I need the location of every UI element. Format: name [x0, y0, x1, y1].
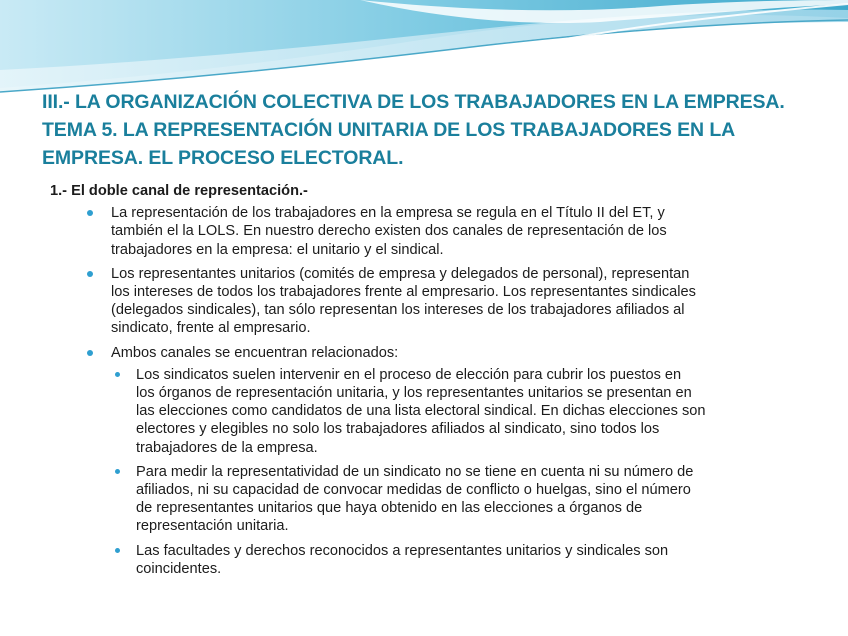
bullet-text-line: los intereses de todos los trabajadores frente al empresario. Los representantes sindicales: [111, 284, 696, 301]
slide-title: [42, 88, 822, 172]
sub-bullet-text-line: representación unitaria.: [136, 518, 289, 535]
bullet-dot-icon: [87, 271, 93, 277]
bullet-text-line: La representación de los trabajadores en la empresa se regula en el Título II del ET, y: [111, 205, 665, 222]
sub-bullet-text-line: Los sindicatos suelen intervenir en el proceso de elección para cubrir los puestos en: [136, 366, 682, 383]
sub-bullet-list: [111, 366, 810, 578]
sub-bullet-text-line: trabajadores de la empresa.: [136, 439, 318, 456]
bullet-dot-icon: [115, 548, 120, 553]
sub-bullet-text-line: electores y elegibles no solo los trabajadores afiliados al sindicato, sino todos los: [136, 421, 660, 438]
bullet-text-line: Ambos canales se encuentran relacionados:: [111, 344, 399, 361]
slide-body: [50, 182, 810, 584]
bullet-text-line: (delegados sindicales), tan sólo representan los intereses de los trabajadores afiliados al: [111, 302, 685, 319]
bullet-text-line: sindicato, frente al empresario.: [111, 320, 311, 337]
sub-bullet-text-line: coincidentes.: [136, 560, 222, 577]
bullet-text-line: también el la LOLS. En nuestro derecho existen dos canales de representación de los: [111, 223, 667, 240]
bullet-list: [50, 204, 810, 578]
bullet-item: [50, 204, 810, 259]
bullet-text-line: Los representantes unitarios (comités de empresa y delegados de personal), representan: [111, 265, 690, 282]
sub-bullet-text-line: de representantes unitarios que haya obtenido en las elecciones a órganos de: [136, 500, 643, 517]
bullet-dot-icon: [87, 210, 93, 216]
bullet-item: [50, 265, 810, 338]
header-wave-decoration: [0, 0, 848, 100]
title-line: III.- LA ORGANIZACIÓN COLECTIVA DE LOS TRABAJADORES EN LA EMPRESA.: [42, 91, 785, 113]
title-line: TEMA 5. LA REPRESENTACIÓN UNITARIA DE LOS TRABAJADORES EN LA: [42, 119, 736, 141]
bullet-item: [50, 344, 810, 578]
sub-bullet-text-line: afiliados, ni su capacidad de convocar medidas de conflicto o huelgas, sino el número: [136, 482, 691, 499]
bullet-dot-icon: [87, 350, 93, 356]
title-line: EMPRESA. EL PROCESO ELECTORAL.: [42, 147, 404, 169]
sub-bullet-text-line: las elecciones como candidatos de una lista electoral sindical. En dichas elecciones son: [136, 403, 706, 420]
bullet-text-line: trabajadores en la empresa: el unitario y el sindical.: [111, 241, 444, 258]
sub-bullet-text-line: los órganos de representación unitaria, y los representantes unitarios se presentan en: [136, 385, 692, 402]
sub-bullet-item: [111, 463, 810, 536]
sub-bullet-item: [111, 366, 810, 457]
section-heading: 1.- El doble canal de representación.-: [50, 183, 308, 199]
bullet-dot-icon: [115, 372, 120, 377]
sub-bullet-text-line: Para medir la representatividad de un sindicato no se tiene en cuenta ni su número de: [136, 463, 694, 480]
sub-bullet-item: [111, 542, 810, 578]
sub-bullet-text-line: Las facultades y derechos reconocidos a representantes unitarios y sindicales son: [136, 542, 669, 559]
bullet-dot-icon: [115, 469, 120, 474]
